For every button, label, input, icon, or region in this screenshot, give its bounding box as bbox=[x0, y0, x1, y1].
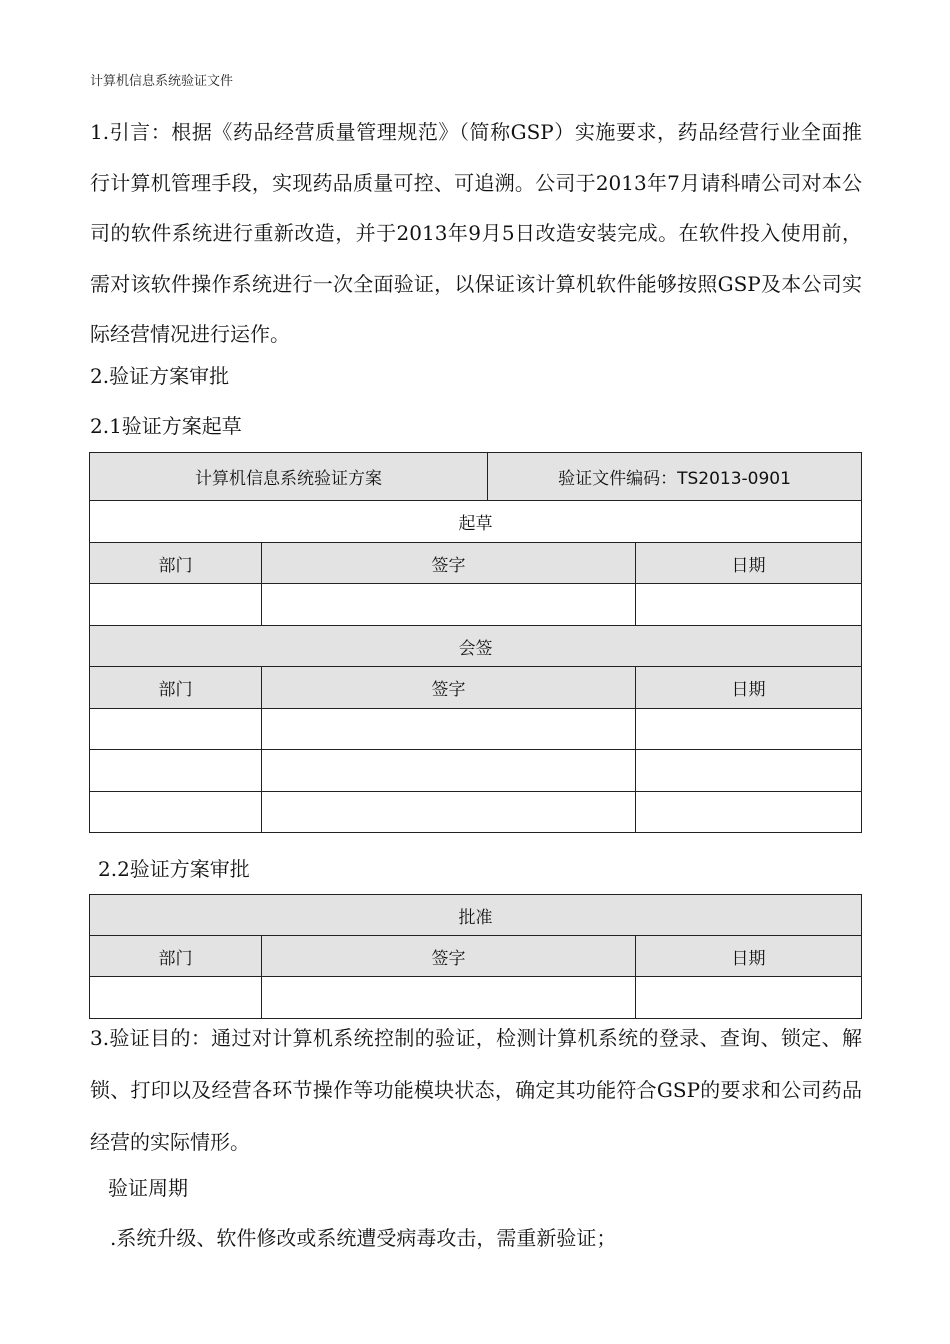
dept-header: 部门 bbox=[90, 936, 262, 977]
table-cell bbox=[636, 709, 862, 750]
table-cell bbox=[636, 584, 862, 626]
cycle-item: .系统升级、软件修改或系统遭受病毒攻击，需重新验证； bbox=[110, 1226, 617, 1250]
document-header: 计算机信息系统验证文件 bbox=[90, 74, 234, 89]
countersign-label-cell: 会签 bbox=[90, 626, 862, 667]
date-header: 日期 bbox=[636, 543, 862, 584]
table-cell bbox=[90, 709, 262, 750]
section-2-2-heading: 2.2验证方案审批 bbox=[98, 857, 250, 881]
sign-header: 签字 bbox=[262, 543, 636, 584]
date-header: 日期 bbox=[636, 667, 862, 709]
table-cell bbox=[262, 750, 636, 792]
approval-table bbox=[89, 894, 862, 1019]
section-2-1-heading: 2.1验证方案起草 bbox=[90, 414, 242, 438]
file-code-cell: 验证文件编码：TS2013-0901 bbox=[488, 453, 862, 501]
table-cell bbox=[636, 750, 862, 792]
table-cell bbox=[262, 709, 636, 750]
table-cell bbox=[262, 584, 636, 626]
draft-label-cell: 起草 bbox=[90, 501, 862, 543]
cycle-heading: 验证周期 bbox=[108, 1176, 188, 1200]
intro-paragraph: 1.引言：根据《药品经营质量管理规范》（简称GSP）实施要求，药品经营行业全面推行计算机管理手段，实现药品质量可控、可追溯。公司于2013年7月请科晴公司对本公司的软件系统进行重新改造，并于2013年9月5日改造安装完成。在软件投入使用前，需对该软件操作系统进行一次全面验证，以保证该计算机软件能够按照GSP及本公司实际经营情况进行运作。 bbox=[90, 120, 862, 346]
section-2-heading: 2.验证方案审批 bbox=[90, 364, 230, 388]
draft-table bbox=[89, 452, 862, 833]
date-header: 日期 bbox=[636, 936, 862, 977]
dept-header: 部门 bbox=[90, 667, 262, 709]
purpose-paragraph: 3.验证目的：通过对计算机系统控制的验证，检测计算机系统的登录、查询、锁定、解锁、打印以及经营各环节操作等功能模块状态，确定其功能符合GSP的要求和公司药品经营的实际情形。 bbox=[90, 1026, 862, 1154]
plan-title-cell: 计算机信息系统验证方案 bbox=[90, 453, 488, 501]
table-cell bbox=[90, 584, 262, 626]
table-cell bbox=[636, 792, 862, 833]
approve-label-cell: 批准 bbox=[90, 895, 862, 936]
table-cell bbox=[262, 792, 636, 833]
table-cell bbox=[90, 792, 262, 833]
sign-header: 签字 bbox=[262, 936, 636, 977]
dept-header: 部门 bbox=[90, 543, 262, 584]
sign-header: 签字 bbox=[262, 667, 636, 709]
table-cell bbox=[90, 750, 262, 792]
